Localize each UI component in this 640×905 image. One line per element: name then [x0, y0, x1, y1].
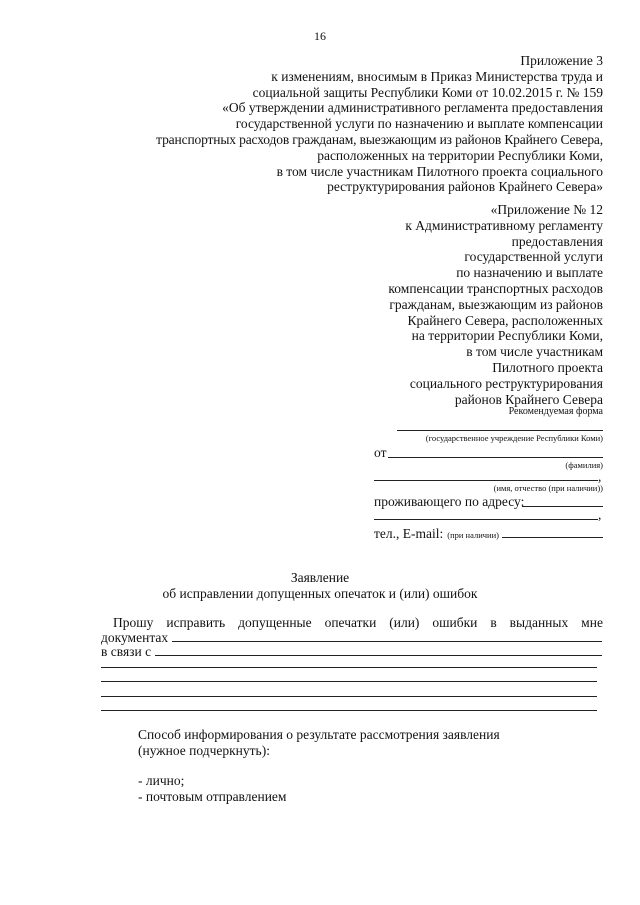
request-word: в: [490, 615, 497, 630]
reason-line-3[interactable]: [101, 681, 597, 682]
annex-12-line: районов Крайнего Севера: [454, 391, 603, 407]
annex-3-line: в том числе участникам Пилотного проекта социального: [276, 163, 603, 179]
annex-12-line: гражданам, выезжающим из районов: [389, 296, 603, 312]
phone-line[interactable]: [502, 537, 603, 538]
request-word: Прошу: [113, 615, 154, 630]
reason-line-5[interactable]: [101, 710, 597, 711]
notify-option-mail[interactable]: - почтовым отправлением: [138, 789, 287, 804]
annex-12-line: Пилотного проекта: [492, 359, 603, 375]
request-word: ошибки: [432, 615, 478, 630]
annex-12-line: к Административному регламенту: [405, 217, 603, 233]
address-comma: ,: [598, 507, 602, 522]
name-comma: ,: [598, 469, 602, 484]
annex-12-line: «Приложение № 12: [490, 202, 603, 217]
name-hint: (имя, отчество (при наличии)): [493, 483, 603, 493]
name-line[interactable]: [374, 480, 598, 481]
annex-12-line: социального реструктурирования: [409, 375, 603, 391]
request-line: [113, 615, 603, 631]
notify-line-1: Способ информирования о результате рассмотрения заявления: [138, 727, 500, 742]
institution-line: [397, 430, 603, 431]
reason-line-1[interactable]: [155, 655, 602, 656]
phone-label: тел., E-mail:: [374, 526, 444, 541]
annex-12-line: в том числе участникам: [466, 344, 603, 360]
request-word: допущенные: [238, 615, 312, 630]
annex-3-line: транспортных расходов гражданам, выезжающим из районов Крайнего Севера,: [156, 131, 603, 147]
recommended-form-label: Рекомендуемая форма: [508, 406, 603, 417]
annex-12-header: [303, 202, 603, 407]
annex-3-header: [83, 53, 603, 195]
phone-hint: (при наличии): [447, 530, 499, 540]
documents-line[interactable]: [172, 641, 602, 642]
request-word: опечатки: [324, 615, 377, 630]
page-number: 16: [314, 29, 326, 43]
annex-3-line: государственной услуги по назначению и выплате компенсации: [235, 116, 603, 132]
annex-12-line: по назначению и выплате: [456, 265, 603, 281]
annex-3-line: расположенных на территории Республики Коми,: [317, 147, 603, 163]
document-title: Заявление: [290, 570, 350, 585]
address-label: проживающего по адресу:: [374, 494, 525, 509]
address-line-2[interactable]: [374, 519, 598, 520]
annex-3-line: Приложение 3: [520, 53, 603, 68]
notify-line-2: (нужное подчеркнуть):: [138, 743, 270, 758]
institution-hint: (государственное учреждение Республики Коми): [425, 433, 603, 443]
annex-12-line: на территории Республики Коми,: [411, 328, 603, 344]
from-label: от: [374, 445, 387, 460]
phone-row: [374, 525, 499, 543]
surname-line[interactable]: [388, 457, 603, 458]
document-subtitle: об исправлении допущенных опечаток и (или) ошибок: [162, 586, 478, 601]
annex-3-line: социальной защиты Республики Коми от 10.02.2015 г. № 159: [252, 84, 603, 100]
reason-label: в связи с: [101, 644, 152, 659]
request-word: выданных: [509, 615, 569, 630]
surname-hint: (фамилия): [565, 460, 603, 470]
annex-12-line: государственной услуги: [464, 249, 603, 265]
request-word: исправить: [166, 615, 226, 630]
annex-12-line: Крайнего Севера, расположенных: [407, 312, 603, 328]
reason-line-4[interactable]: [101, 696, 597, 697]
documents-label: документах: [101, 630, 169, 645]
request-word: (или): [389, 615, 420, 630]
request-word: мне: [581, 615, 603, 630]
notify-option-in-person[interactable]: - лично;: [138, 773, 185, 788]
annex-3-line: к изменениям, вносимым в Приказ Министерства труда и: [271, 68, 603, 84]
annex-12-line: предоставления: [511, 233, 603, 249]
annex-12-line: компенсации транспортных расходов: [388, 280, 603, 296]
annex-3-line: реструктурирования районов Крайнего Севера»: [327, 179, 603, 195]
address-line-1[interactable]: [522, 506, 603, 507]
annex-3-line: «Об утверждении административного регламента предоставления: [222, 100, 603, 116]
reason-line-2[interactable]: [101, 667, 597, 668]
